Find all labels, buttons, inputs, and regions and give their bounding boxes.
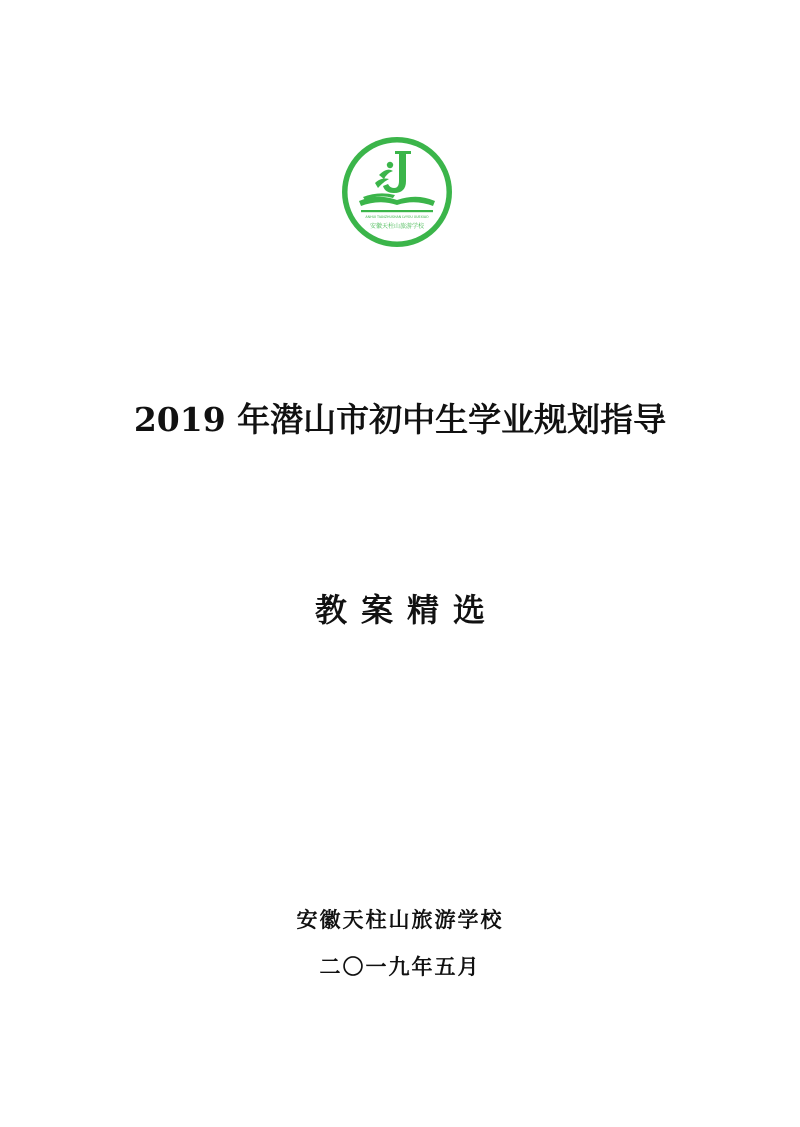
school-emblem-icon [337, 137, 457, 247]
document-subtitle: 教案精选 [314, 591, 499, 629]
logo-english-text: ANHUI TIANZHUSHAN LVYOU XUEXIAO [365, 215, 429, 219]
document-date: 二〇一九年五月 [319, 954, 481, 979]
document-title: 2019 年潜山市初中生学业规划指导 [133, 400, 667, 439]
logo-chinese-text: 安徽天柱山旅游学校 [369, 223, 425, 230]
school-name: 安徽天柱山旅游学校 [296, 907, 504, 932]
